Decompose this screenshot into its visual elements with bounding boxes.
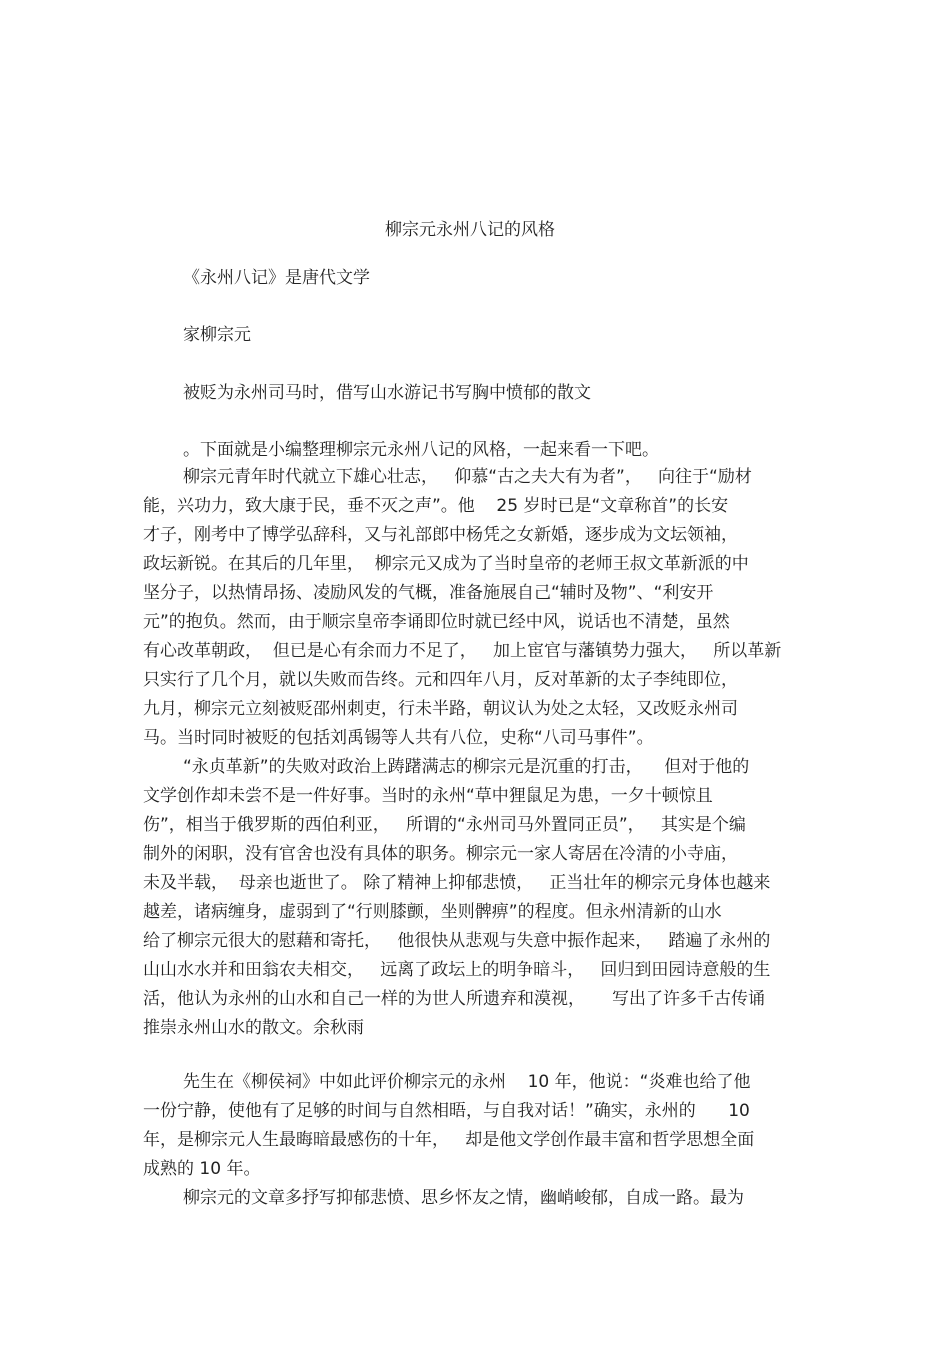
paragraph-line: 越差，诸病缠身，虚弱到了“行则膝颤，坐则髀痹”的程度。但永州清新的山水	[143, 902, 722, 922]
paragraph-line: 才子，刚考中了博学弘辞科，又与礼部郎中杨凭之女新婚，逐步成为文坛领袖，	[143, 525, 738, 545]
paragraph-line: 柳宗元的文章多抒写抑郁悲愤、思乡怀友之情，幽峭峻郁，自成一路。最为	[183, 1188, 744, 1208]
paragraph-line: 文学创作却未尝不是一件好事。当时的永州“草中狸鼠足为患，一夕十顿惊且	[143, 786, 713, 806]
paragraph-line: 马。当时同时被贬的包括刘禹锡等人共有八位，史称“八司马事件”。	[143, 728, 654, 748]
paragraph-line: “永贞革新”的失败对政治上踌躇满志的柳宗元是沉重的打击， 但对于他的	[183, 757, 750, 777]
document-title: 柳宗元永州八记的风格	[385, 220, 555, 240]
paragraph-line: 只实行了几个月，就以失败而告终。元和四年八月，反对革新的太子李纯即位，	[143, 670, 738, 690]
paragraph-line: 年，是柳宗元人生最晦暗最感伤的十年， 却是他文学创作最丰富和哲学思想全面	[143, 1130, 755, 1150]
paragraph-line: 坚分子，以热情昂扬、凌励风发的气概，准备施展自己“辅时及物”、“利安开	[143, 583, 714, 603]
paragraph-line: 成熟的 10 年。	[143, 1159, 261, 1179]
intro-line: 家柳宗元	[183, 325, 251, 345]
intro-line: 。下面就是小编整理柳宗元永州八记的风格，一起来看一下吧。	[183, 440, 659, 460]
paragraph-line: 伤”，相当于俄罗斯的西伯利亚， 所谓的“永州司马外置同正员”， 其实是个编	[143, 815, 746, 835]
paragraph-line: 能，兴功力，致大康于民，垂不灭之声”。他 25 岁时已是“文章称首”的长安	[143, 496, 729, 516]
paragraph-line: 先生在《柳侯祠》中如此评价柳宗元的永州 10 年，他说：“炎难也给了他	[183, 1072, 751, 1092]
paragraph-line: 活，他认为永州的山水和自己一样的为世人所遗弃和漠视， 写出了许多千古传诵	[143, 989, 766, 1009]
intro-line: 被贬为永州司马时，借写山水游记书写胸中愤郁的散文	[183, 383, 591, 403]
paragraph-line: 山山水水并和田翁农夫相交， 远离了政坛上的明争暗斗， 回归到田园诗意般的生	[143, 960, 771, 980]
paragraph-line: 元”的抱负。然而，由于顺宗皇帝李诵即位时就已经中风，说话也不清楚，虽然	[143, 612, 730, 632]
paragraph-line: 政坛新锐。在其后的几年里， 柳宗元又成为了当时皇帝的老师王叔文革新派的中	[143, 554, 749, 574]
paragraph-line: 一份宁静，使他有了足够的时间与自然相晤，与自我对话！”确实，永州的 10	[143, 1101, 750, 1121]
paragraph-line: 制外的闲职，没有官舍也没有具体的职务。柳宗元一家人寄居在冷清的小寺庙，	[143, 844, 738, 864]
paragraph-line: 有心改革朝政， 但已是心有余而力不足了， 加上宦官与藩镇势力强大， 所以革新	[143, 641, 782, 661]
intro-line: 《永州八记》是唐代文学	[183, 268, 370, 288]
paragraph-line: 推崇永州山水的散文。余秋雨	[143, 1018, 364, 1038]
paragraph-line: 柳宗元青年时代就立下雄心壮志， 仰慕“古之夫大有为者”， 向往于“励材	[183, 467, 752, 487]
paragraph-line: 未及半载， 母亲也逝世了。 除了精神上抑郁悲愤， 正当壮年的柳宗元身体也越来	[143, 873, 771, 893]
paragraph-line: 给了柳宗元很大的慰藉和寄托， 他很快从悲观与失意中振作起来， 踏遍了永州的	[143, 931, 771, 951]
paragraph-line: 九月，柳宗元立刻被贬邵州刺吏，行未半路，朝议认为处之太轻，又改贬永州司	[143, 699, 738, 719]
